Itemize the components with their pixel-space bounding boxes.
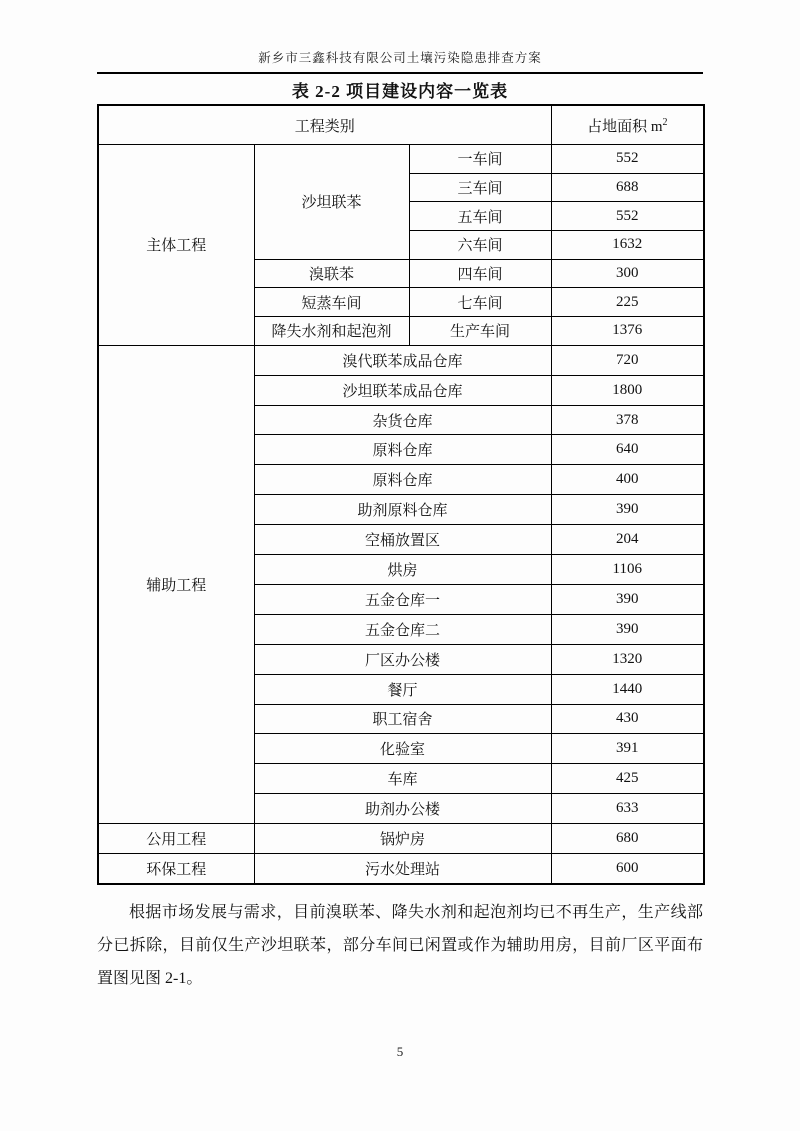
area-cell: 1376 — [551, 317, 704, 346]
room-cell: 三车间 — [409, 173, 551, 202]
room-cell: 生产车间 — [409, 317, 551, 346]
area-cell: 1800 — [551, 375, 704, 405]
document-header: 新乡市三鑫科技有限公司土壤污染隐患排查方案 — [258, 51, 542, 65]
table-title: 表 2-2 项目建设内容一览表 — [291, 82, 509, 101]
item-cell: 厂区办公楼 — [254, 644, 551, 674]
area-cell: 378 — [551, 405, 704, 435]
col-header-category: 工程类别 — [98, 105, 551, 145]
area-unit-superscript: 2 — [662, 116, 668, 128]
area-cell: 204 — [551, 525, 704, 555]
area-cell: 1632 — [551, 231, 704, 260]
area-cell: 391 — [551, 734, 704, 764]
area-cell: 600 — [551, 853, 704, 883]
area-cell: 552 — [551, 202, 704, 231]
area-cell: 1106 — [551, 555, 704, 585]
area-cell: 688 — [551, 173, 704, 202]
category-cell: 环保工程 — [98, 853, 254, 883]
item-cell: 化验室 — [254, 734, 551, 764]
page-content — [97, 0, 703, 995]
area-cell: 720 — [551, 345, 704, 375]
table-row — [98, 345, 704, 375]
table-row — [98, 853, 704, 883]
area-cell: 552 — [551, 145, 704, 174]
area-cell: 400 — [551, 465, 704, 495]
body-paragraph: 根据市场发展与需求，目前溴联苯、降失水剂和起泡剂均已不再生产，生产线部分已拆除，目前仅生产沙坦联苯，部分车间已闲置或作为辅助用房，目前厂区平面布置图见图 2-1。 — [97, 903, 703, 987]
item-cell: 溴代联苯成品仓库 — [254, 345, 551, 375]
group-cell: 短蒸车间 — [254, 288, 409, 317]
item-cell: 车库 — [254, 764, 551, 794]
area-cell: 680 — [551, 824, 704, 854]
item-cell: 原料仓库 — [254, 435, 551, 465]
item-cell: 污水处理站 — [254, 853, 551, 883]
room-cell: 四车间 — [409, 259, 551, 288]
item-cell: 原料仓库 — [254, 465, 551, 495]
table-row — [98, 824, 704, 854]
area-cell: 390 — [551, 584, 704, 614]
item-cell: 助剂原料仓库 — [254, 495, 551, 525]
area-cell: 390 — [551, 495, 704, 525]
item-cell: 空桶放置区 — [254, 525, 551, 555]
project-table — [97, 104, 705, 885]
project-table-body — [98, 105, 704, 884]
item-cell: 助剂办公楼 — [254, 794, 551, 824]
room-cell: 六车间 — [409, 231, 551, 260]
col-header-area: 占地面积 $m^2$ — [551, 105, 704, 145]
item-cell: 锅炉房 — [254, 824, 551, 854]
category-cell: 公用工程 — [98, 824, 254, 854]
area-cell: 430 — [551, 704, 704, 734]
item-cell: 烘房 — [254, 555, 551, 585]
category-cell: 主体工程 — [98, 145, 254, 346]
table-row — [98, 145, 704, 174]
area-cell: 300 — [551, 259, 704, 288]
header-divider — [97, 72, 703, 74]
group-cell: 沙坦联苯 — [254, 145, 409, 260]
item-cell: 杂货仓库 — [254, 405, 551, 435]
area-cell: 1320 — [551, 644, 704, 674]
category-cell: 辅助工程 — [98, 345, 254, 823]
room-cell: 五车间 — [409, 202, 551, 231]
area-cell: 1440 — [551, 674, 704, 704]
item-cell: 五金仓库二 — [254, 614, 551, 644]
area-cell: 640 — [551, 435, 704, 465]
page-number: 5 — [396, 1044, 404, 1059]
area-cell: 425 — [551, 764, 704, 794]
area-cell: 633 — [551, 794, 704, 824]
area-cell: 225 — [551, 288, 704, 317]
item-cell: 餐厅 — [254, 674, 551, 704]
group-cell: 降失水剂和起泡剂 — [254, 317, 409, 346]
room-cell: 七车间 — [409, 288, 551, 317]
room-cell: 一车间 — [409, 145, 551, 174]
group-cell: 溴联苯 — [254, 259, 409, 288]
item-cell: 职工宿舍 — [254, 704, 551, 734]
area-cell: 390 — [551, 614, 704, 644]
item-cell: 五金仓库一 — [254, 584, 551, 614]
item-cell: 沙坦联苯成品仓库 — [254, 375, 551, 405]
